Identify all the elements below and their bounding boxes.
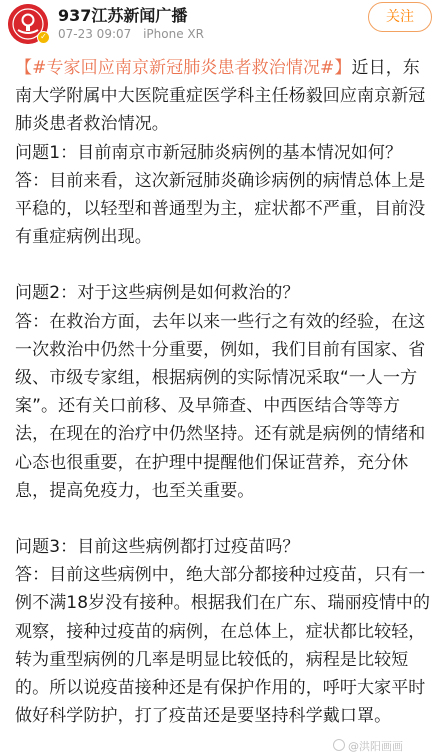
post-device: iPhone XR: [143, 27, 204, 41]
watermark-text: @洪阳画画: [348, 740, 403, 753]
answer-2: 答：在救治方面，去年以来一些行之有效的经验，在这一次救治中仍然十分重要，例如，我们目前有国家、省级、市级专家组，根据病例的实际情况采取“一人一方案”。还有关口前移、及早筛查、中西医结合等等方法，在现在的治疗中仍然坚持。还有就是病例的情绪和心态也很重要，在护理中提醒他们保证营养，充分休息，提高免疫力，也至关重要。: [15, 311, 426, 501]
watermark: [333, 738, 403, 756]
post-header: [0, 0, 440, 52]
follow-button[interactable]: 关注: [368, 2, 432, 32]
post-date: 07-23 09:07: [58, 27, 132, 41]
weibo-watermark-icon: [333, 739, 345, 751]
answer-1: 答：目前来看，这次新冠肺炎确诊病例的病情总体上是平稳的，以轻型和普通型为主，症状都不严重，目前没有重症病例出现。: [15, 170, 426, 248]
post-body: [15, 54, 431, 730]
question-2: 问题2：对于这些病例是如何救治的？: [15, 283, 300, 304]
hashtag-link[interactable]: 【#专家回应南京新冠肺炎患者救治情况#】: [15, 58, 352, 78]
account-name[interactable]: 937江苏新闻广播: [58, 6, 188, 25]
post-meta: [58, 27, 204, 41]
question-1: 问题1：目前南京市新冠肺炎病例的基本情况如何？: [15, 142, 403, 163]
intro-paragraph: [15, 54, 431, 139]
intro-text: 近日，东南大学附属中大医院重症医学科主任杨毅回应南京新冠肺炎患者救治情况。: [15, 58, 426, 135]
verified-badge-icon: ✓: [37, 31, 50, 44]
answer-3: 答：目前这些病例中，绝大部分都接种过疫苗，只有一例不满18岁没有接种。根据我们在广东、瑞丽疫情中的观察，接种过疫苗的病例，在总体上，症状都比较轻，转为重型病例的几率是明显比较低的，病程是比较短的。所以说疫苗接种还是有保护作用的，呼吁大家平时做好科学防护，打了疫苗还是要坚持科学戴口罩。: [15, 565, 431, 727]
question-3: 问题3：目前这些病例都打过疫苗吗？: [15, 537, 300, 558]
